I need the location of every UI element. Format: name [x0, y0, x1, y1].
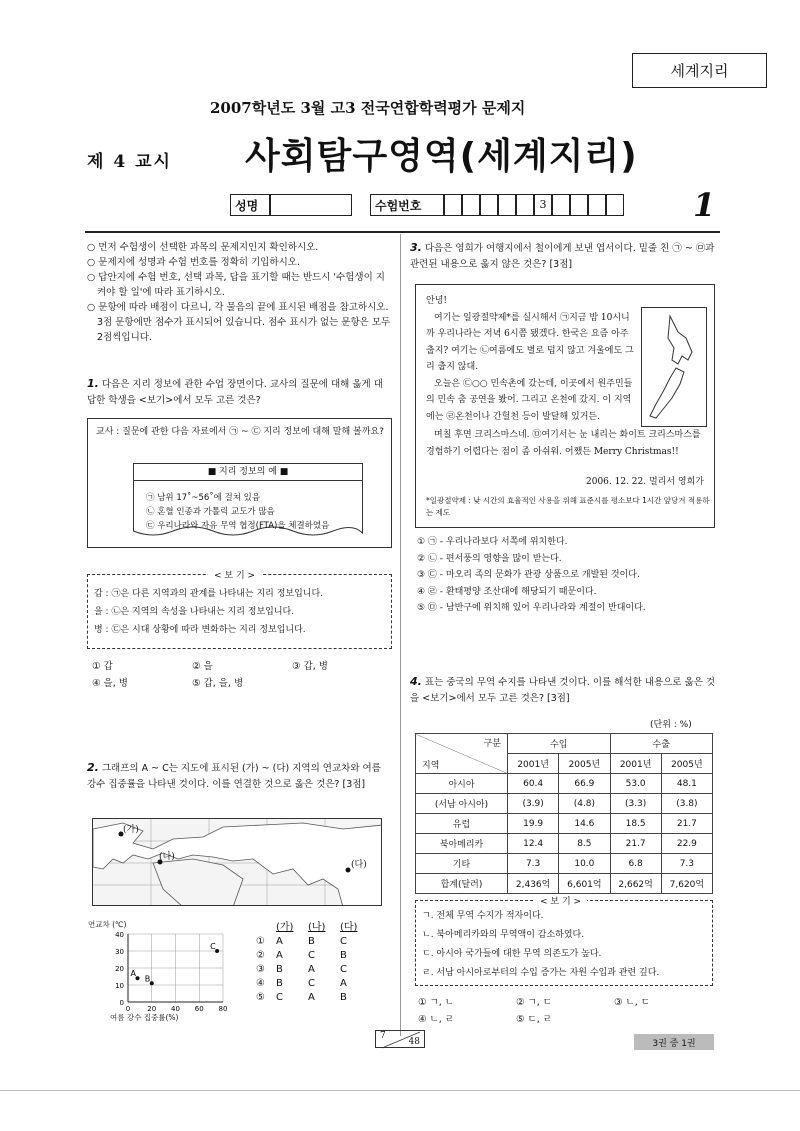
question-text: 다음은 지리 정보에 관한 수업 장면이다. 교사의 질문에 대해 옳게 대답한 학생을 <보기>에서 모두 고른 것은? [87, 379, 383, 406]
number-cell[interactable] [588, 194, 606, 216]
option-3[interactable]: ③ ㉢ - 마오리 족의 문화가 관광 상품으로 개발된 것이다. [417, 570, 640, 580]
option-3[interactable]: ③ [256, 964, 265, 975]
table-cell: 53.0 [610, 774, 661, 794]
nz-map [641, 307, 707, 427]
row-head: 유럽 [416, 814, 508, 834]
option-2[interactable]: ② ㄱ, ㄷ [516, 997, 552, 1008]
table-cell: 7.3 [508, 854, 559, 874]
letter-sign: 2006. 12. 22. 멀리서 영희가 [586, 477, 704, 487]
letter-line: 오늘은 ㉢○○ 민속촌에 갔는데, 이곳에서 원주민들의 민속 춤 공연을 봤어. 그리고 온천에 갔지. 이 지역에는 ㉣온천이나 간헐천 등이 발달해 있거든. [426, 378, 633, 422]
option-cell: A [276, 936, 283, 947]
table-cell: 6.8 [610, 854, 661, 874]
bogi-item: ㄷ. 아시아 국가들에 대한 무역 의존도가 높다. [422, 949, 602, 959]
postcard-text [426, 293, 638, 425]
option-1[interactable]: ① [256, 936, 265, 947]
world-map [92, 818, 382, 906]
q3-options [417, 534, 717, 617]
table-cell: 48.1 [661, 774, 712, 794]
number-cell[interactable] [606, 194, 624, 216]
option-4[interactable]: ④ [256, 978, 265, 989]
page-bottom: 48 [408, 1037, 420, 1047]
header-rule [85, 231, 720, 233]
page-title: 사회탐구영역(세계지리) [245, 136, 638, 177]
teacher-text: 교사 : 질문에 관한 다음 자료에서 ㉠ ~ ㉢ 지리 정보에 대해 말해 볼까요? [96, 427, 384, 437]
option-cell: B [276, 964, 283, 975]
table-cell: 2,436억 [508, 874, 559, 894]
unit-label: (단위 : %) [650, 720, 692, 730]
map-label: (다) [351, 860, 367, 870]
info-item: ㉢ 우리나라와 자유 무역 협정(FTA)을 체결하였음 [146, 521, 330, 531]
table-cell: 14.6 [559, 814, 610, 834]
number-cell[interactable] [570, 194, 588, 216]
option-cell: B [340, 950, 347, 961]
option-cell: B [308, 936, 315, 947]
number-cell[interactable] [498, 194, 516, 216]
question-number: 2. [87, 761, 99, 774]
row-head: 북아메리카 [416, 834, 508, 854]
column-divider [400, 234, 401, 1036]
page-top: 7 [380, 1031, 386, 1041]
nz-map-graphic [642, 308, 708, 428]
info-box-title: ■ 지리 정보의 예 ■ [133, 463, 363, 481]
instruction: ○ 문제지에 성명과 수험 번호를 정확히 기입하시오. [87, 257, 300, 268]
table-cell: (3.9) [508, 794, 559, 814]
question-text: 표는 중국의 무역 수지를 나타낸 것이다. 이를 해석한 내용으로 옳은 것을 <보기>에서 모두 고른 것은? [3점] [410, 677, 716, 704]
chart-plot [88, 920, 238, 1020]
x-tick-label: 60 [194, 1005, 204, 1013]
table-row [416, 794, 713, 814]
option-3[interactable]: ③ 갑, 병 [292, 661, 328, 672]
map-label: (가) [123, 825, 139, 835]
table-row [416, 834, 713, 854]
number-cell[interactable] [516, 194, 534, 216]
q1-teacher-box [87, 418, 392, 548]
map-label: (나) [159, 852, 175, 862]
table-cell: 22.9 [661, 834, 712, 854]
question-number: 3. [410, 241, 422, 254]
option-cell: A [308, 992, 315, 1003]
option-cell: C [308, 978, 315, 989]
option-cell: A [340, 978, 347, 989]
name-field[interactable] [270, 194, 352, 216]
number-cell[interactable] [444, 194, 462, 216]
x-tick-label: 0 [125, 1005, 131, 1013]
question-text: 다음은 영희가 여행지에서 철이에게 보낸 엽서이다. 밑줄 친 ㉠ ~ ㉤과 관련된 내용으로 옳지 않은 것은? [3점] [410, 243, 715, 270]
table-row [416, 874, 713, 894]
row-head: 아시아 [416, 774, 508, 794]
scatter-chart [88, 920, 238, 1020]
info-item: ㉡ 혼혈 인종과 가톨릭 교도가 많음 [146, 507, 275, 517]
option-1[interactable]: ① ㄱ, ㄴ [418, 997, 454, 1008]
option-5[interactable]: ⑤ 갑, 을, 병 [192, 678, 244, 689]
q4-bogi [415, 897, 713, 986]
question-2 [87, 760, 392, 793]
number-cell[interactable] [552, 194, 570, 216]
question-4 [410, 674, 718, 707]
option-cell: B [276, 978, 283, 989]
option-cell: C [340, 936, 347, 947]
y-tick-label: 20 [115, 965, 124, 973]
page-number: 1 [693, 186, 716, 224]
bogi-item: 을 : ㉡은 지역의 속성을 나타내는 지리 정보입니다. [94, 607, 295, 617]
table-cell: (3.8) [661, 794, 712, 814]
option-4[interactable]: ④ ㉣ - 환태평양 조산대에 해당되기 때문이다. [417, 586, 597, 597]
data-point [136, 976, 140, 980]
option-1[interactable]: ① ㉠ - 우리나라보다 서쪽에 위치한다. [417, 537, 568, 547]
option-5[interactable]: ⑤ ㉤ - 남반구에 위치해 있어 우리나라와 계절이 반대이다. [417, 603, 646, 613]
option-4[interactable]: ④ 을, 병 [92, 678, 128, 689]
bogi-list [94, 585, 323, 639]
x-tick-label: 40 [171, 1005, 180, 1013]
x-axis-label: 여름 강수 집중률(%) [110, 1013, 179, 1022]
data-point [150, 981, 154, 985]
question-number: 1. [87, 377, 99, 390]
option-cell: C [276, 992, 283, 1003]
period-label: 제 4 교시 [87, 152, 172, 172]
y-tick-label: 0 [119, 999, 124, 1007]
year-cell: 2001년 [610, 754, 661, 774]
subject-box: 세계지리 [632, 53, 767, 88]
instruction: ○ 답안지에 수험 번호, 선택 과목, 답을 표기할 때는 반드시 '수험생이 지켜야 할 일'에 따라 표기하시오. [87, 272, 385, 298]
table-cell: 18.5 [610, 814, 661, 834]
option-cell: A [276, 950, 283, 961]
year-cell: 2005년 [661, 754, 712, 774]
y-axis-label: 연교차 (℃) [88, 920, 127, 929]
head-import: 수입 [508, 734, 611, 754]
table-cell: 21.7 [661, 814, 712, 834]
x-tick-label: 80 [218, 1005, 228, 1013]
option-cell: B [340, 992, 347, 1003]
option-cell: C [308, 950, 315, 961]
table-row [416, 774, 713, 794]
table-cell: (4.8) [559, 794, 610, 814]
y-tick-label: 40 [115, 931, 124, 939]
bogi-item: ㄱ. 전체 무역 수지가 적자이다. [422, 911, 544, 921]
bogi-title: < 보 기 > [534, 894, 587, 907]
q1-options [92, 658, 382, 689]
number-cell[interactable] [462, 194, 480, 216]
y-tick-label: 10 [115, 982, 124, 990]
bogi-title: < 보 기 > [208, 568, 261, 581]
option-1[interactable]: ① 갑 [92, 661, 113, 672]
option-cell: A [308, 964, 315, 975]
point-label: B [144, 974, 151, 984]
column-head: (다) [340, 922, 358, 933]
option-2[interactable]: ② 을 [192, 661, 213, 672]
point-label: C [210, 942, 216, 951]
table-cell: 21.7 [610, 834, 661, 854]
bogi-list [422, 907, 659, 983]
table-cell: 19.9 [508, 814, 559, 834]
trade-table [415, 733, 713, 894]
option-3[interactable]: ③ ㄴ, ㄷ [614, 997, 650, 1008]
option-cell: C [340, 964, 347, 975]
question-3 [410, 240, 718, 273]
letter-line: 안녕! [426, 296, 448, 306]
row-head: 합계(달러) [416, 874, 508, 894]
corner-cell [416, 734, 508, 774]
data-point [215, 949, 219, 953]
info-item: ㉠ 남위 17˚~56˚에 걸쳐 있음 [146, 493, 261, 503]
table-cell: 10.0 [559, 854, 610, 874]
column-head: (가) [276, 922, 294, 933]
footnote: *일광절약제 : 낮 시간의 효율적인 사용을 위해 표준시를 평소보다 1시간 앞당겨 적용하는 제도 [426, 496, 710, 517]
table-cell: (3.3) [610, 794, 661, 814]
table-cell: 7,620억 [661, 874, 712, 894]
point-label: A [130, 969, 136, 979]
x-tick-label: 20 [147, 1005, 157, 1013]
table-cell: 66.9 [559, 774, 610, 794]
head-gubun: 구분 [483, 739, 501, 749]
number-digit: 3 [534, 194, 552, 216]
bogi-item: 병 : ㉢은 시대 상황에 따라 변화하는 지리 정보입니다. [94, 625, 306, 635]
bogi-item: 갑 : ㉠은 다른 지역과의 관계를 나타내는 지리 정보입니다. [94, 589, 324, 599]
table-cell: 7.3 [661, 854, 712, 874]
number-cell[interactable] [480, 194, 498, 216]
table-cell: 6,601억 [559, 874, 610, 894]
map-point-da [346, 868, 351, 873]
option-2[interactable]: ② [256, 950, 265, 961]
number-label: 수험번호 [370, 194, 444, 216]
name-label: 성명 [230, 194, 270, 216]
instruction: ○ 먼저 수험생이 선택한 과목의 문제지인지 확인하시오. [87, 242, 319, 253]
option-5[interactable]: ⑤ ㄷ, ㄹ [516, 1014, 552, 1025]
q4-options [418, 994, 713, 1025]
bogi-item: ㄴ. 북아메리카와의 무역액이 감소하였다. [422, 930, 585, 940]
bogi-item: ㄹ. 서남 아시아로부터의 수입 증가는 자원 수입과 관련 깊다. [422, 968, 660, 978]
set-badge: 3권 중 1권 [634, 1034, 714, 1050]
head-region: 지역 [422, 761, 440, 771]
option-2[interactable]: ② ㉡ - 편서풍의 영향을 많이 받는다. [417, 553, 562, 564]
question-text: 그래프의 A ~ C는 지도에 표시된 (가) ~ (다) 지역의 연교차와 여름 강수 집중률을 나타낸 것이다. 이를 연결한 것으로 옳은 것은? [3점] [87, 763, 381, 790]
letter-line: 여기는 일광절약제*를 실시해서 ㉠지금 밤 10시니까 우리나라는 저녁 6시쯤 됐겠다. 한국은 요즘 아주 춥지? 여기는 ㉡여름에도 별로 덥지 않고 겨울에도 그리 춥지 않대. [426, 312, 634, 372]
table-cell: 2,662억 [610, 874, 661, 894]
row-head: (서남 아시아) [416, 794, 508, 814]
exam-line: 2007학년도 3월 고3 전국연합학력평가 문제지 [210, 99, 526, 117]
instructions [87, 240, 392, 345]
table-row [416, 854, 713, 874]
table-row [416, 814, 713, 834]
option-4[interactable]: ④ ㄴ, ㄹ [418, 1014, 454, 1025]
q2-options [256, 918, 386, 1003]
page-fraction [375, 1030, 425, 1048]
instruction: ○ 문항에 따라 배점이 다르니, 각 물음의 끝에 표시된 배점을 참고하시오. 3점 문항에만 점수가 표시되어 있습니다. 점수 표시가 없는 문항은 모두 2점씩입니다. [87, 302, 391, 343]
table-cell: 8.5 [559, 834, 610, 854]
question-1 [87, 376, 392, 409]
id-row [230, 194, 624, 216]
column-head: (나) [308, 922, 326, 933]
year-cell: 2005년 [559, 754, 610, 774]
year-cell: 2001년 [508, 754, 559, 774]
info-items [146, 491, 329, 533]
q1-bogi [87, 571, 392, 649]
head-export: 수출 [610, 734, 713, 754]
option-5[interactable]: ⑤ [256, 992, 265, 1003]
row-head: 기타 [416, 854, 508, 874]
postcard [415, 284, 715, 528]
letter-line: 며칠 후면 크리스마스네. ㉤여기서는 눈 내리는 화이트 크리스마스를 경험하기 어렵다는 점이 좀 아쉬워. 어쨌든 Merry Christmas!! [426, 430, 701, 457]
table-head [416, 734, 713, 754]
question-number: 4. [410, 675, 422, 688]
bottom-line [0, 1090, 800, 1091]
y-tick-label: 30 [115, 948, 124, 956]
table-cell: 12.4 [508, 834, 559, 854]
table-cell: 60.4 [508, 774, 559, 794]
